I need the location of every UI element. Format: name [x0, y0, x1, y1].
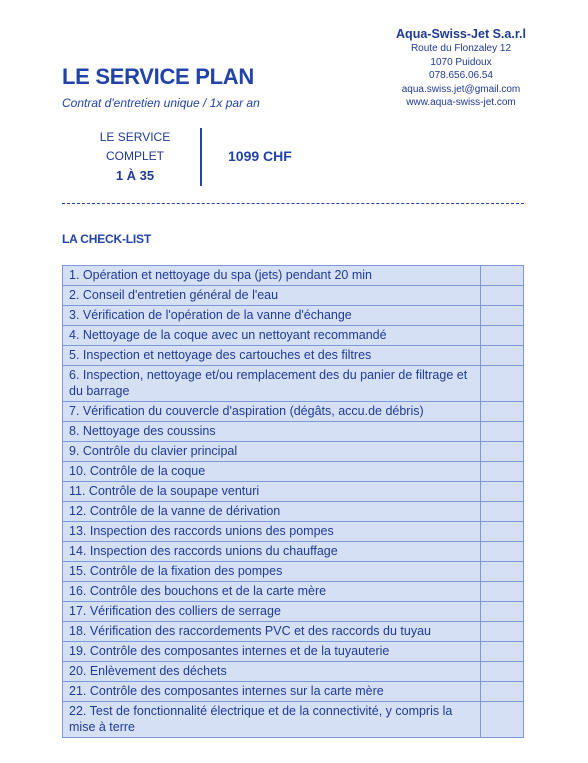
company-address-block	[386, 26, 536, 110]
service-package-label	[70, 128, 202, 186]
table-row	[63, 442, 524, 462]
checklist-item-checkbox[interactable]	[481, 286, 524, 306]
company-phone: 078.656.06.54	[429, 70, 493, 81]
checklist-item-label: 10. Contrôle de la coque	[63, 462, 481, 482]
checklist-table	[62, 265, 524, 738]
table-row	[63, 346, 524, 366]
checklist-item-label: 1. Opération et nettoyage du spa (jets) pendant 20 min	[63, 266, 481, 286]
checklist-item-checkbox[interactable]	[481, 642, 524, 662]
checklist-item-checkbox[interactable]	[481, 402, 524, 422]
checklist-item-label: 20. Enlèvement des déchets	[63, 662, 481, 682]
checklist-item-label: 9. Contrôle du clavier principal	[63, 442, 481, 462]
checklist-item-label: 13. Inspection des raccords unions des pompes	[63, 522, 481, 542]
checklist-item-label: 7. Vérification du couvercle d'aspiration (dégâts, accu.de débris)	[63, 402, 481, 422]
table-row	[63, 622, 524, 642]
page-title: LE SERVICE PLAN	[62, 64, 254, 89]
checklist-item-label: 22. Test de fonctionnalité électrique et de la connectivité, y compris la mise à terre	[63, 702, 481, 738]
checklist-item-checkbox[interactable]	[481, 306, 524, 326]
checklist-item-label: 17. Vérification des colliers de serrage	[63, 602, 481, 622]
table-row	[63, 702, 524, 738]
checklist-item-label: 11. Contrôle de la soupape venturi	[63, 482, 481, 502]
company-website: www.aqua-swiss-jet.com	[406, 97, 516, 108]
table-row	[63, 306, 524, 326]
table-row	[63, 582, 524, 602]
checklist-item-checkbox[interactable]	[481, 422, 524, 442]
table-row	[63, 366, 524, 402]
checklist-item-checkbox[interactable]	[481, 522, 524, 542]
checklist-item-label: 8. Nettoyage des coussins	[63, 422, 481, 442]
company-street: Route du Flonzaley 12	[410, 43, 512, 54]
table-row	[63, 326, 524, 346]
table-row	[63, 402, 524, 422]
checklist-item-label: 12. Contrôle de la vanne de dérivation	[63, 502, 481, 522]
table-row	[63, 542, 524, 562]
checklist-item-checkbox[interactable]	[481, 562, 524, 582]
company-name: Aqua-Swiss-Jet S.a.r.l	[396, 27, 526, 41]
checklist-item-checkbox[interactable]	[481, 366, 524, 402]
checklist-item-checkbox[interactable]	[481, 682, 524, 702]
checklist-item-label: 15. Contrôle de la fixation des pompes	[63, 562, 481, 582]
checklist-item-label: 6. Inspection, nettoyage et/ou remplacement des du panier de filtrage et du barrage	[63, 366, 481, 402]
checklist-item-label: 14. Inspection des raccords unions du chauffage	[63, 542, 481, 562]
checklist-item-label: 4. Nettoyage de la coque avec un nettoyant recommandé	[63, 326, 481, 346]
table-row	[63, 422, 524, 442]
service-line-1: LE SERVICE	[99, 130, 171, 144]
table-row	[63, 502, 524, 522]
checklist-item-checkbox[interactable]	[481, 542, 524, 562]
checklist-item-checkbox[interactable]	[481, 622, 524, 642]
table-row	[63, 642, 524, 662]
table-row	[63, 662, 524, 682]
company-city: 1070 Puidoux	[430, 56, 492, 68]
checklist-item-label: 2. Conseil d'entretien général de l'eau	[63, 286, 481, 306]
table-row	[63, 286, 524, 306]
checklist-item-checkbox[interactable]	[481, 346, 524, 366]
checklist-item-checkbox[interactable]	[481, 702, 524, 738]
checklist-item-checkbox[interactable]	[481, 462, 524, 482]
service-price: 1099 CHF	[228, 148, 292, 164]
checklist-item-checkbox[interactable]	[481, 266, 524, 286]
section-divider	[62, 203, 524, 204]
table-row	[63, 602, 524, 622]
checklist-item-label: 16. Contrôle des bouchons et de la carte mère	[63, 582, 481, 602]
checklist-item-checkbox[interactable]	[481, 442, 524, 462]
table-row	[63, 482, 524, 502]
checklist-item-checkbox[interactable]	[481, 326, 524, 346]
table-row	[63, 562, 524, 582]
table-row	[63, 682, 524, 702]
service-range: 1 À 35	[115, 168, 155, 183]
checklist-item-label: 3. Vérification de l'opération de la vanne d'échange	[63, 306, 481, 326]
checklist-item-checkbox[interactable]	[481, 482, 524, 502]
table-row	[63, 522, 524, 542]
company-email: aqua.swiss.jet@gmail.com	[401, 83, 521, 95]
checklist-item-label: 19. Contrôle des composantes internes et de la tuyauterie	[63, 642, 481, 662]
checklist-item-checkbox[interactable]	[481, 502, 524, 522]
checklist-item-checkbox[interactable]	[481, 602, 524, 622]
checklist-item-label: 18. Vérification des raccordements PVC et des raccords du tuyau	[63, 622, 481, 642]
page-subtitle: Contrat d'entretien unique / 1x par an	[62, 96, 260, 110]
table-row	[63, 266, 524, 286]
checklist-item-label: 21. Contrôle des composantes internes sur la carte mère	[63, 682, 481, 702]
checklist-item-checkbox[interactable]	[481, 662, 524, 682]
service-line-2: COMPLET	[105, 149, 164, 163]
checklist-item-label: 5. Inspection et nettoyage des cartouches et des filtres	[63, 346, 481, 366]
checklist-heading: LA CHECK-LIST	[62, 232, 151, 246]
table-row	[63, 462, 524, 482]
checklist-item-checkbox[interactable]	[481, 582, 524, 602]
